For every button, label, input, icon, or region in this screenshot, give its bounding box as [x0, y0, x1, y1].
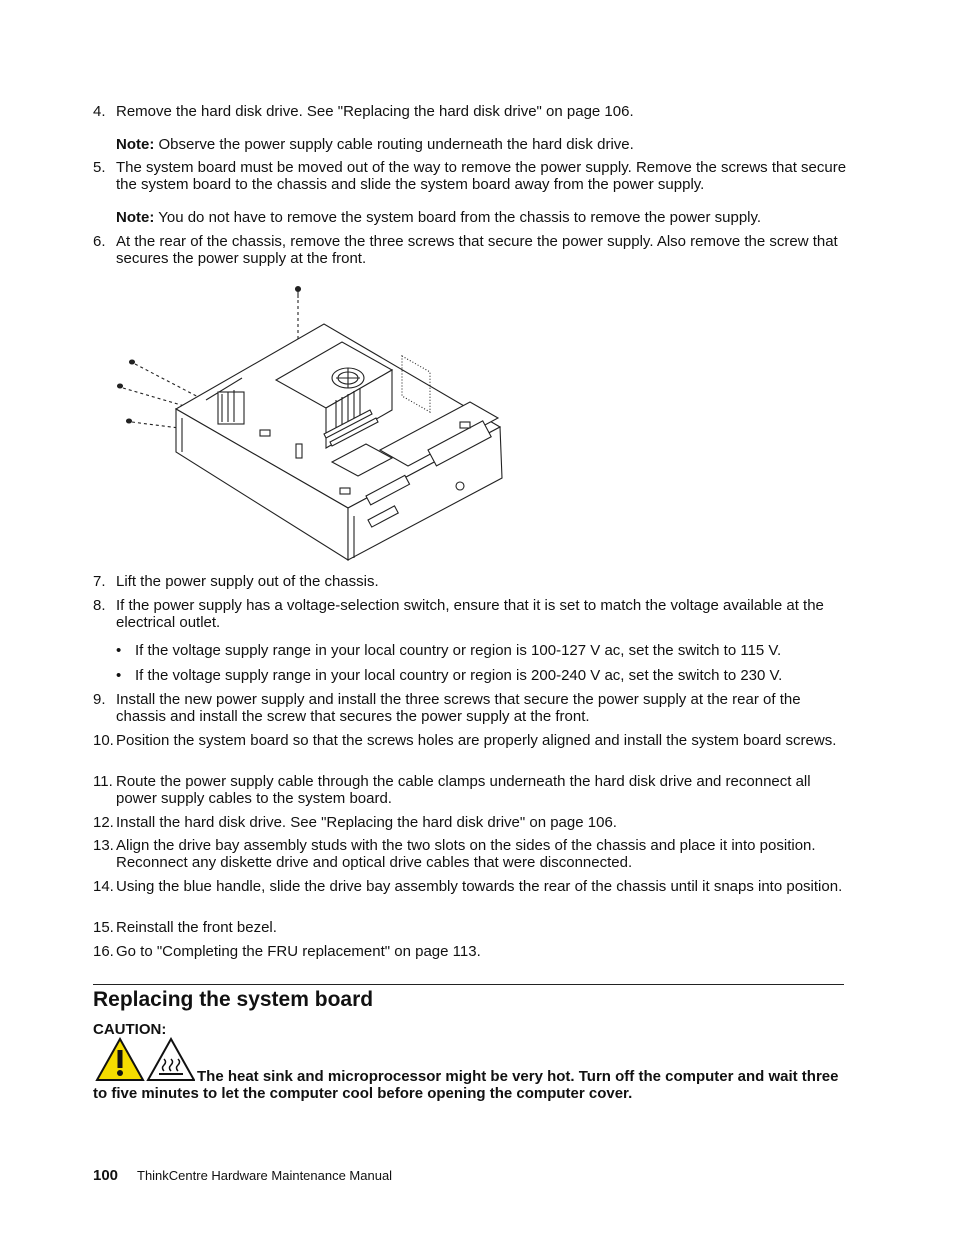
bullet-marker: • [116, 667, 122, 684]
step-number: 11. [93, 773, 113, 790]
note-label: Note: [116, 136, 155, 153]
step-16 [93, 943, 853, 960]
step-text: Route the power supply cable through the cable clamps underneath the hard disk drive and reconnect all power supply cables to the system board. [116, 773, 811, 807]
caution-message: The heat sink and microprocessor might be very hot. Turn off the computer and wait three to five minutes to let the computer cool before opening the computer cover. [93, 1068, 839, 1102]
step-text: Remove the hard disk drive. See "Replacing the hard disk drive" on page 106. [116, 103, 634, 120]
step-number: 7. [93, 573, 106, 590]
step-number: 16. [93, 943, 114, 960]
step-6 [93, 233, 853, 267]
step-number: 13. [93, 837, 114, 854]
caution-label: CAUTION: [93, 1021, 167, 1038]
page-number: 100 [93, 1167, 119, 1184]
bullet-text: If the voltage supply range in your local country or region is 100-127 V ac, set the switch to 115 V. [135, 642, 782, 659]
note-text: You do not have to remove the system board from the chassis to remove the power supply. [158, 209, 762, 226]
section-divider [93, 984, 844, 985]
step-4 [93, 103, 853, 120]
bullet-item [116, 642, 856, 659]
step-5 [93, 159, 853, 193]
bullet-text: If the voltage supply range in your local country or region is 200-240 V ac, set the switch to 230 V. [135, 667, 783, 684]
power-supply-removal-figure [110, 282, 510, 569]
step-text: At the rear of the chassis, remove the three screws that secure the power supply. Also remove the screw that secures the power supply at the front. [116, 233, 838, 267]
step-number: 5. [93, 159, 106, 176]
step-number: 4. [93, 103, 106, 120]
note-text: Observe the power supply cable routing underneath the hard disk drive. [158, 136, 634, 153]
step-number: 14. [93, 878, 114, 895]
step-12 [93, 814, 853, 831]
step-text: The system board must be moved out of the way to remove the power supply. Remove the screws that secure the system board to the chassis and slide the system board away from the power supply. [116, 159, 847, 193]
caution-text [93, 1068, 853, 1102]
step-9 [93, 691, 853, 725]
step-text: Lift the power supply out of the chassis. [116, 573, 379, 590]
step-text: Install the hard disk drive. See "Replacing the hard disk drive" on page 106. [116, 814, 617, 831]
manual-title: ThinkCentre Hardware Maintenance Manual [137, 1168, 393, 1183]
step-text: Align the drive bay assembly studs with the two slots on the sides of the chassis and place it into position. Reconnect any diskette drive and optical drive cables that were disconnected. [116, 837, 816, 871]
step-number: 15. [93, 919, 114, 936]
step-number: 9. [93, 691, 106, 708]
step-text: Reinstall the front bezel. [116, 919, 277, 936]
bullet-marker: • [116, 642, 122, 659]
chassis-body [176, 324, 502, 560]
step-text: Position the system board so that the screws holes are properly aligned and install the system board screws. [116, 732, 837, 749]
step-text: Install the new power supply and install the three screws that secure the power supply at the rear of the chassis and install the screw that secures the power supply at the front. [116, 691, 801, 725]
step-number: 6. [93, 233, 106, 250]
step-text: If the power supply has a voltage-selection switch, ensure that it is set to match the voltage available at the electrical outlet. [116, 597, 824, 631]
step-11 [93, 773, 853, 807]
note-2 [116, 209, 856, 226]
step-7 [93, 573, 853, 590]
step-14 [93, 878, 853, 895]
section-heading: Replacing the system board [93, 988, 374, 1011]
note-1 [116, 136, 856, 153]
step-text: Go to "Completing the FRU replacement" on page 113. [116, 943, 481, 960]
bullet-item [116, 667, 856, 684]
chassis-illustration [110, 282, 510, 564]
step-15 [93, 919, 853, 936]
step-text: Using the blue handle, slide the drive bay assembly towards the rear of the chassis until it snaps into position. [116, 878, 843, 895]
step-8 [93, 597, 853, 631]
note-label: Note: [116, 209, 155, 226]
step-number: 8. [93, 597, 106, 614]
step-number: 12. [93, 814, 114, 831]
step-10 [93, 732, 853, 749]
step-13 [93, 837, 853, 871]
step-number: 10. [93, 732, 114, 749]
